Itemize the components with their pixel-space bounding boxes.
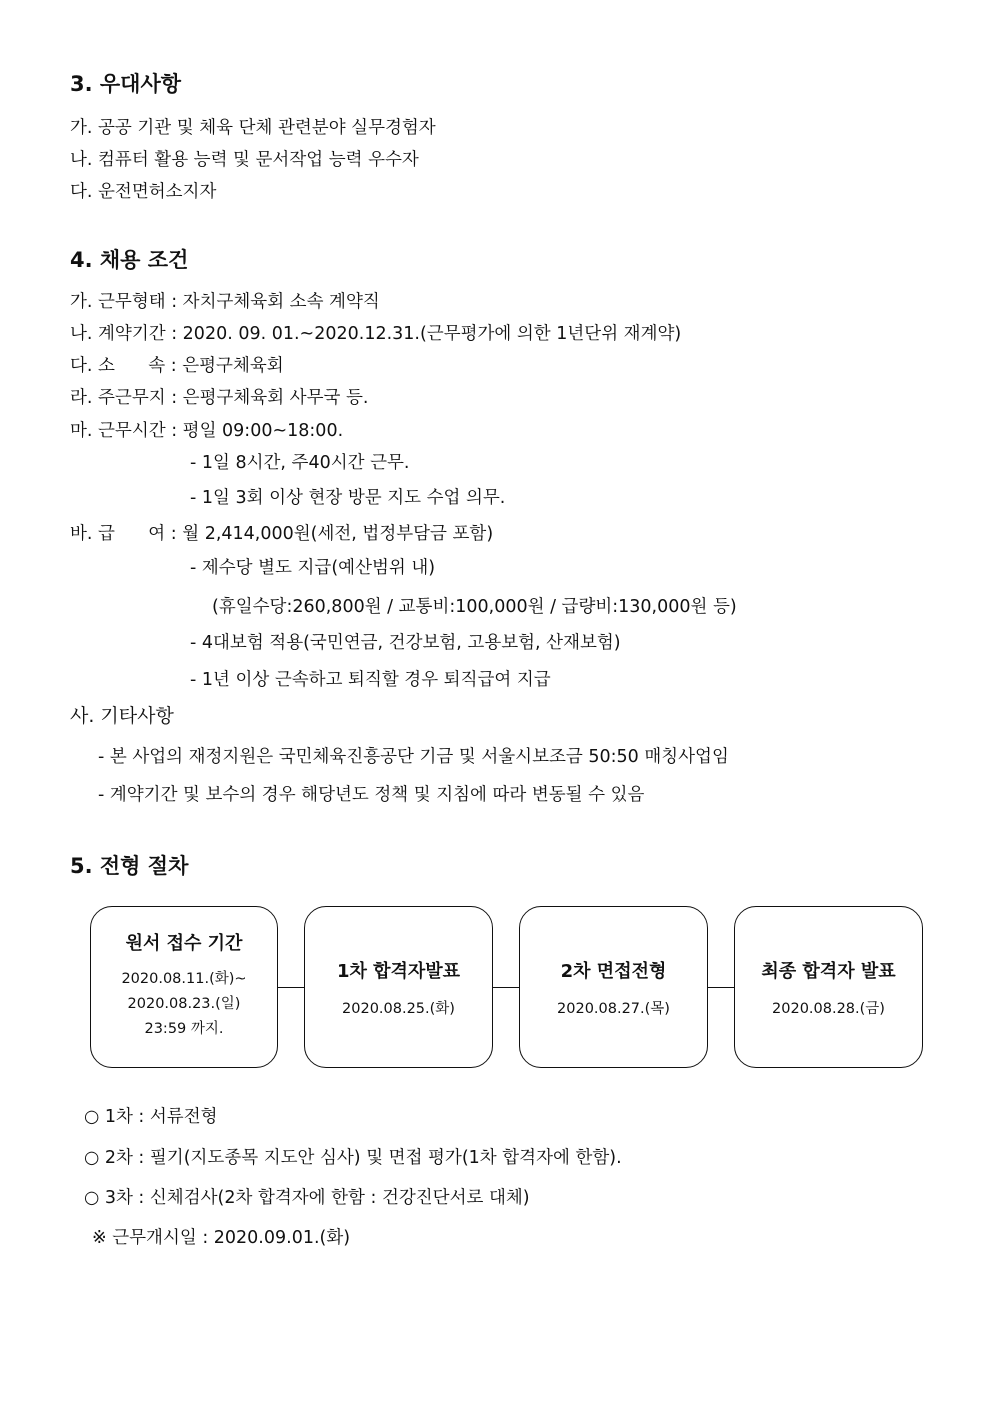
affiliation: 다. 소 속 : 은평구체육회 [70,356,284,376]
step-date: 23:59 까지. [144,1021,224,1037]
selection-note: ○ 1차 : 서류전형 [84,1107,218,1127]
preference-item: 가. 공공 기관 및 체육 단체 관련분야 실무경험자 [70,118,436,138]
work-hours-detail: - 1일 3회 이상 현장 방문 지도 수업 의무. [190,488,506,508]
salary: 바. 급 여 : 월 2,414,000원(세전, 법정부담금 포함) [70,524,494,544]
work-type: 가. 근무형태 : 자치구체육회 소속 계약직 [70,292,380,312]
preference-item: 다. 운전면허소지자 [70,182,217,202]
preference-item: 나. 컴퓨터 활용 능력 및 문서작업 능력 우수자 [70,150,419,170]
selection-note: ○ 3차 : 신체검사(2차 합격자에 한함 : 건강진단서로 대체) [84,1188,530,1208]
flow-connector [278,987,305,988]
selection-note: ○ 2차 : 필기(지도종목 지도안 심사) 및 면접 평가(1차 합격자에 한함). [84,1148,622,1168]
start-date-note: ※ 근무개시일 : 2020.09.01.(화) [92,1228,351,1248]
other-matters: 사. 기타사항 [70,705,174,727]
step-date: 2020.08.11.(화)~ [121,971,247,987]
step-box-first-result [304,906,493,1068]
step-date: 2020.08.27.(목) [557,1001,670,1017]
work-hours-detail: - 1일 8시간, 주40시간 근무. [190,453,410,473]
step-title: 2차 면접전형 [560,961,667,982]
other-matters-detail: - 본 사업의 재정지원은 국민체육진흥공단 기금 및 서울시보조금 50:50 매칭사업임 [98,747,729,767]
salary-detail: - 1년 이상 근속하고 퇴직할 경우 퇴직급여 지급 [190,670,551,690]
step-date: 2020.08.28.(금) [772,1001,885,1017]
step-date: 2020.08.23.(일) [127,996,241,1012]
work-hours: 마. 근무시간 : 평일 09:00~18:00. [70,421,344,441]
step-date: 2020.08.25.(화) [342,1001,455,1017]
step-box-final-result [734,906,923,1068]
flow-connector [492,987,520,988]
work-location: 라. 주근무지 : 은평구체육회 사무국 등. [70,388,369,408]
step-title: 최종 합격자 발표 [761,961,896,982]
salary-detail: (휴일수당:260,800원 / 교통비:100,000원 / 급량비:130,000원 등) [212,597,737,617]
salary-detail: - 4대보험 적용(국민연금, 건강보험, 고용보험, 산재보험) [190,633,621,653]
step-title: 1차 합격자발표 [336,961,461,982]
step-box-application [90,906,278,1068]
section-4-heading: 4. 채용 조건 [70,248,189,272]
step-title: 원서 접수 기간 [125,933,243,954]
salary-detail: - 제수당 별도 지급(예산범위 내) [190,558,436,578]
section-3-heading: 3. 우대사항 [70,72,182,96]
section-5-heading: 5. 전형 절차 [70,854,189,878]
other-matters-detail: - 계약기간 및 보수의 경우 해당년도 정책 및 지침에 따라 변동될 수 있음 [98,785,645,805]
contract-period: 나. 계약기간 : 2020. 09. 01.~2020.12.31.(근무평가에 의한 1년단위 재계약) [70,324,682,344]
step-box-interview [519,906,708,1068]
flow-connector [707,987,735,988]
